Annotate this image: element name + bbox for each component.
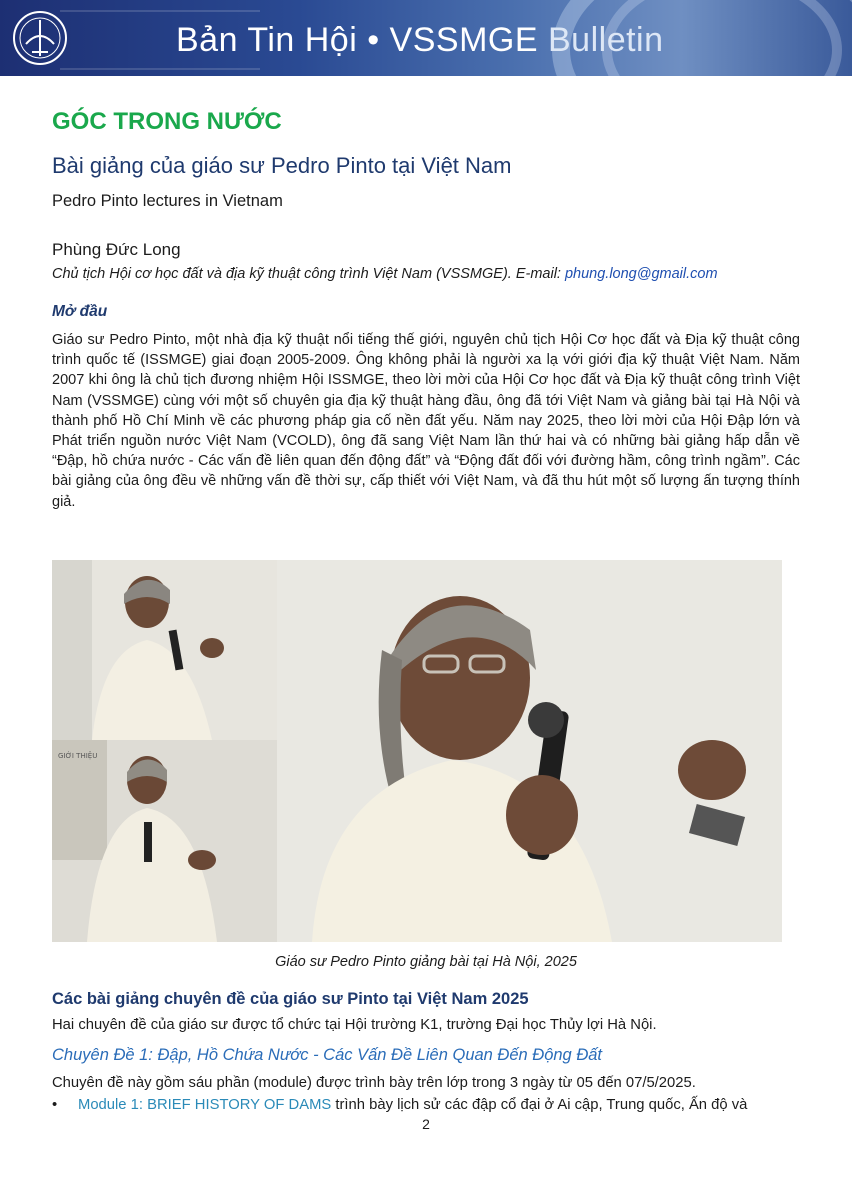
article-title-vi: Bài giảng của giáo sư Pedro Pinto tại Việt Nam bbox=[52, 153, 512, 178]
author-name: Phùng Đức Long bbox=[52, 240, 181, 259]
page-number: 2 bbox=[422, 1116, 430, 1132]
topic1-paragraph: Chuyên đề này gồm sáu phần (module) được trình bày trên lớp trong 3 ngày từ 05 đến 07/5/2025. bbox=[52, 1075, 696, 1091]
svg-text:GIỚI THIỆU: GIỚI THIỆU bbox=[58, 752, 98, 760]
bulletin-title-light: Bulletin bbox=[548, 21, 664, 59]
author-affiliation bbox=[52, 266, 718, 282]
header-banner bbox=[0, 0, 852, 76]
module1-label[interactable]: Module 1: BRIEF HISTORY OF DAMS bbox=[78, 1097, 332, 1113]
intro-heading: Mở đầu bbox=[52, 303, 108, 320]
vssmge-logo-icon bbox=[10, 8, 70, 68]
intro-paragraph: Giáo sư Pedro Pinto, một nhà địa kỹ thuật nổi tiếng thế giới, nguyên chủ tịch Hội Cơ học đất và Địa kỹ thuật công trình quốc tế (ISSMGE) giai đoạn 2005-2009. Ông không phải là người xa lạ với giới địa kỹ thuật Việt Nam. Năm 2007 khi ông là chủ tịch đương nhiệm Hội ISSMGE, theo lời mời của Hội Cơ học đất và Địa kỹ thuật công trình Việt Nam (VSSMGE) cùng với một số chuyên gia địa kỹ thuật hàng đầu, ông đã tới Việt Nam và giảng bài tại Hà Nội và thành phố Hồ Chí Minh về các phương pháp gia cố nền đất yếu. Năm nay 2025, theo lời mời của Hội Đập lớn và Phát triển nguồn nước Việt Nam (VCOLD), ông đã sang Việt Nam lần thứ hai và có những bài giảng hấp dẫn về “Đập, hồ chứa nước - Các vấn đề liên quan đến động đất” và “Động đất đối với đường hầm, công trình ngầm”. Các bài giảng của ông đều về những vấn đề thời sự, cấp thiết với Việt Nam, và đã thu hút một số lượng ấn tượng thính giả. bbox=[52, 332, 800, 510]
affiliation-text: Chủ tịch Hội cơ học đất và địa kỹ thuật công trình Việt Nam (VSSMGE). E-mail: bbox=[52, 266, 565, 282]
lecture-photo bbox=[52, 560, 782, 942]
email-link[interactable]: phung.long@gmail.com bbox=[564, 266, 718, 282]
bullet-marker: • bbox=[52, 1097, 58, 1113]
lectures-paragraph: Hai chuyên đề của giáo sư được tổ chức tại Hội trường K1, trường Đại học Thủy lợi Hà Nội. bbox=[52, 1017, 657, 1033]
bulletin-title bbox=[176, 16, 664, 64]
module1-list-item bbox=[52, 1097, 747, 1113]
topic1-heading: Chuyên Đề 1: Đập, Hồ Chứa Nước - Các Vấn Đề Liên Quan Đến Động Đất bbox=[52, 1046, 602, 1064]
bulletin-title-main: Bản Tin Hội • VSSMGE bbox=[176, 21, 539, 59]
module1-text: trình bày lịch sử các đập cổ đại ở Ai cập, Trung quốc, Ấn độ và bbox=[331, 1097, 748, 1113]
section-label: GÓC TRONG NƯỚC bbox=[52, 108, 282, 135]
photo-caption: Giáo sư Pedro Pinto giảng bài tại Hà Nội, 2025 bbox=[275, 954, 577, 970]
photo-collage-image bbox=[52, 560, 782, 942]
article-title-en: Pedro Pinto lectures in Vietnam bbox=[52, 192, 283, 210]
lectures-heading: Các bài giảng chuyên đề của giáo sư Pinto tại Việt Nam 2025 bbox=[52, 990, 529, 1008]
